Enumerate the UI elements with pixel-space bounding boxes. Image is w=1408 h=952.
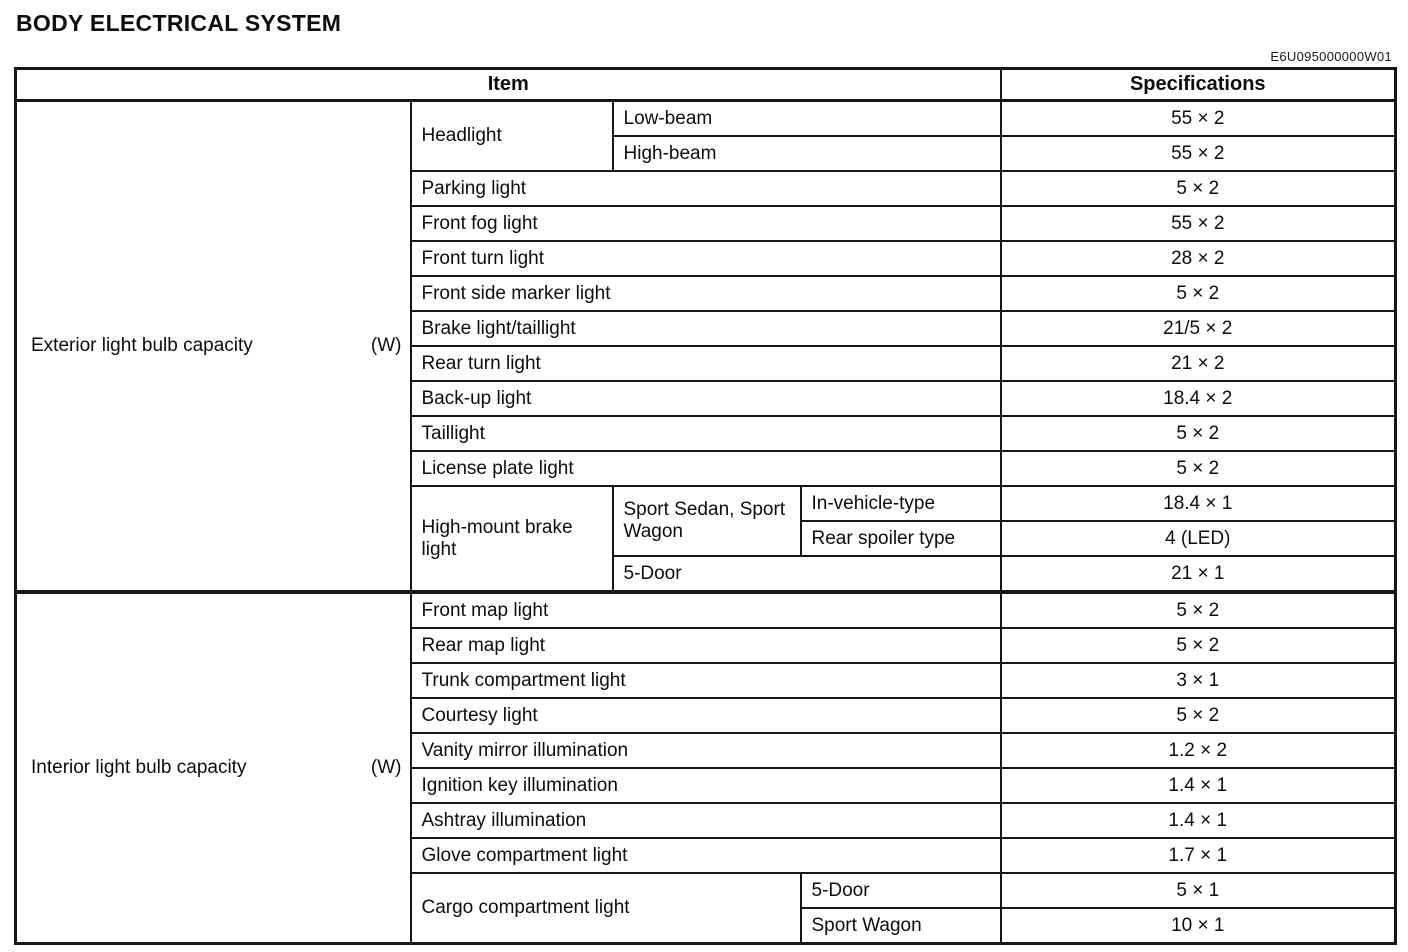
variant-cell: Rear spoiler type	[801, 521, 1001, 556]
subitem-cell: Low-beam	[613, 101, 1001, 137]
item-cell: Parking light	[411, 171, 1001, 206]
item-cell: Rear map light	[411, 628, 1001, 663]
spec-cell: 18.4 × 1	[1001, 486, 1396, 521]
item-cell: Front map light	[411, 592, 1001, 628]
item-cell: Courtesy light	[411, 698, 1001, 733]
spec-cell: 1.4 × 1	[1001, 803, 1396, 838]
item-column-header: Item	[16, 69, 1001, 101]
category-cell-exterior	[16, 101, 411, 593]
table-header-row	[16, 69, 1396, 101]
variant-cell: Sport Wagon	[801, 908, 1001, 944]
item-cell: Rear turn light	[411, 346, 1001, 381]
item-cell: Back-up light	[411, 381, 1001, 416]
item-cell: Trunk compartment light	[411, 663, 1001, 698]
spec-cell: 1.7 × 1	[1001, 838, 1396, 873]
page-title: BODY ELECTRICAL SYSTEM	[16, 10, 342, 36]
spec-cell: 1.4 × 1	[1001, 768, 1396, 803]
category-unit: (W)	[370, 757, 402, 779]
spec-cell: 5 × 2	[1001, 451, 1396, 486]
subitem-cell: Sport Sedan, Sport Wagon	[613, 486, 801, 556]
subitem-cell: High-beam	[613, 136, 1001, 171]
doc-code: E6U095000000W01	[1270, 49, 1392, 64]
spec-cell: 5 × 2	[1001, 416, 1396, 451]
item-cell: Cargo compartment light	[411, 873, 801, 944]
spec-cell: 5 × 2	[1001, 276, 1396, 311]
table-row	[16, 592, 1396, 628]
table-row	[16, 101, 1396, 137]
spec-cell: 4 (LED)	[1001, 521, 1396, 556]
spec-cell: 5 × 2	[1001, 698, 1396, 733]
spec-cell: 21 × 2	[1001, 346, 1396, 381]
item-cell: Front side marker light	[411, 276, 1001, 311]
spec-cell: 18.4 × 2	[1001, 381, 1396, 416]
item-cell: Glove compartment light	[411, 838, 1001, 873]
spec-cell: 5 × 2	[1001, 628, 1396, 663]
item-cell: Taillight	[411, 416, 1001, 451]
item-cell: High-mount brake light	[411, 486, 613, 592]
item-cell: Front fog light	[411, 206, 1001, 241]
item-cell: Ashtray illumination	[411, 803, 1001, 838]
spec-cell: 3 × 1	[1001, 663, 1396, 698]
item-cell: Front turn light	[411, 241, 1001, 276]
category-cell-interior	[16, 592, 411, 944]
specifications-column-header: Specifications	[1001, 69, 1396, 101]
spec-cell: 1.2 × 2	[1001, 733, 1396, 768]
item-cell: Brake light/taillight	[411, 311, 1001, 346]
spec-cell: 5 × 1	[1001, 873, 1396, 908]
variant-cell: 5-Door	[801, 873, 1001, 908]
spec-cell: 21/5 × 2	[1001, 311, 1396, 346]
spec-cell: 5 × 2	[1001, 171, 1396, 206]
category-label: Exterior light bulb capacity	[31, 335, 253, 357]
spec-cell: 55 × 2	[1001, 101, 1396, 137]
spec-cell: 5 × 2	[1001, 592, 1396, 628]
spec-cell: 21 × 1	[1001, 556, 1396, 592]
item-cell: Ignition key illumination	[411, 768, 1001, 803]
item-cell: License plate light	[411, 451, 1001, 486]
item-cell: Headlight	[411, 101, 613, 172]
spec-table	[14, 67, 1397, 945]
subitem-cell: 5-Door	[613, 556, 1001, 592]
item-cell: Vanity mirror illumination	[411, 733, 1001, 768]
category-unit: (W)	[370, 335, 402, 357]
category-label: Interior light bulb capacity	[31, 757, 247, 779]
spec-cell: 10 × 1	[1001, 908, 1396, 944]
spec-cell: 28 × 2	[1001, 241, 1396, 276]
spec-cell: 55 × 2	[1001, 136, 1396, 171]
spec-cell: 55 × 2	[1001, 206, 1396, 241]
variant-cell: In-vehicle-type	[801, 486, 1001, 521]
